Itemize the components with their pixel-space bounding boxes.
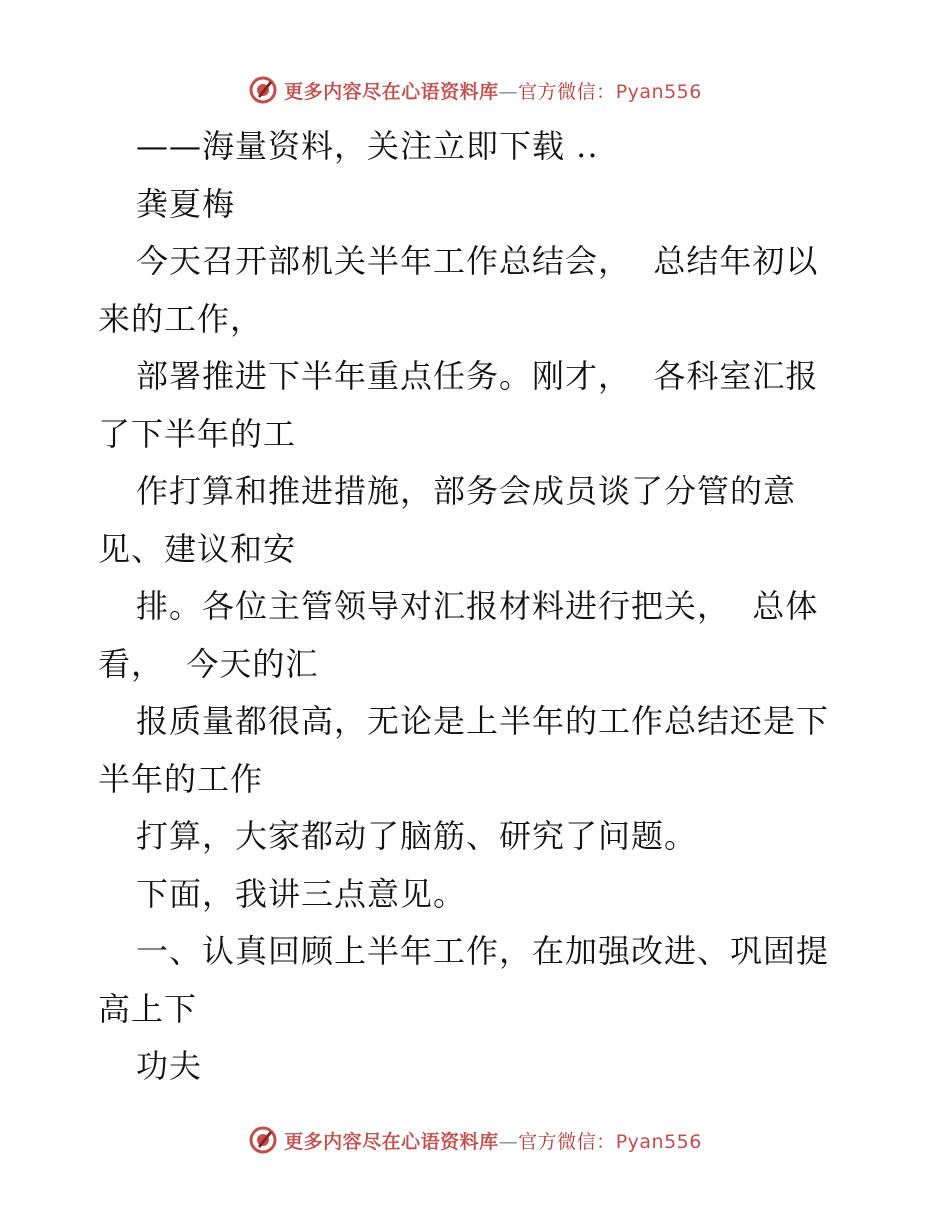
author-name: 龚夏梅 — [136, 184, 236, 223]
header-banner-dash: — — [498, 80, 519, 103]
body-line: 今天召开部机关半年工作总结会， 总结年初以 — [136, 242, 819, 280]
body-line: 部署推进下半年重点任务。刚才， 各科室汇报 — [136, 357, 819, 395]
body-line: 打算，大家都动了脑筋、研究了问题。 — [136, 817, 698, 855]
body-line: 见、建议和安 — [98, 529, 297, 568]
header-banner-lead: 更多内容尽在心语资料库 — [284, 80, 499, 103]
footer-banner — [0, 1120, 950, 1160]
body-line: ——海量资料，关注立即下载 .. — [136, 127, 599, 165]
header-banner-text — [284, 77, 702, 104]
body-line: 排。各位主管领导对汇报材料进行把关， 总体 — [136, 587, 819, 625]
body-line: 下面，我讲三点意见。 — [136, 874, 467, 913]
footer-banner-dash: — — [498, 1130, 519, 1153]
header-banner-wechat: Pyan556 — [615, 80, 702, 103]
body-line: 来的工作， — [98, 299, 264, 338]
footer-banner-text — [284, 1127, 702, 1154]
section-heading: 一、认真回顾上半年工作，在加强改进、巩固提 — [136, 932, 830, 970]
logo-icon — [248, 75, 278, 105]
body-line: 半年的工作 — [98, 759, 264, 798]
body-line: 了下半年的工 — [98, 414, 297, 453]
section-heading-continued: 高上下 — [98, 989, 198, 1028]
logo-icon — [248, 1125, 278, 1155]
body-line: 看， 今天的汇 — [98, 644, 319, 683]
body-line: 作打算和推进措施，部务会成员谈了分管的意 — [136, 472, 797, 510]
header-banner-tail: 官方微信： — [518, 80, 616, 103]
section-heading-continued: 功夫 — [136, 1047, 203, 1085]
footer-banner-lead: 更多内容尽在心语资料库 — [284, 1130, 499, 1153]
header-banner — [0, 70, 950, 110]
body-line: 报质量都很高，无论是上半年的工作总结还是下 — [136, 702, 830, 740]
document-body — [98, 118, 858, 1096]
footer-banner-tail: 官方微信： — [518, 1130, 616, 1153]
footer-banner-wechat: Pyan556 — [615, 1130, 702, 1153]
